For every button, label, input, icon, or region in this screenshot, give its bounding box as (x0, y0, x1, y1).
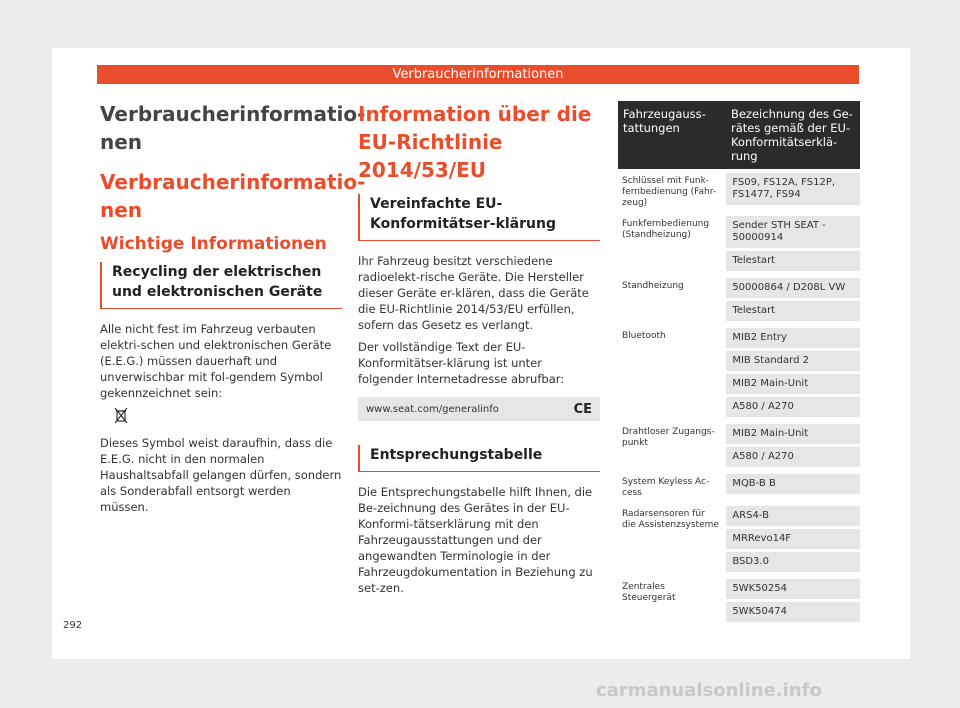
designation-cells (726, 424, 860, 470)
designation-cells (726, 216, 860, 274)
equipment-cell: Drahtloser Zugangs-punkt (622, 427, 715, 448)
page-number: 292 (63, 620, 83, 631)
table-row (618, 172, 860, 212)
topic-heading: Vereinfachte EU-Konformitätser-klärung (358, 194, 600, 241)
designation-cell: ARS4-B (726, 506, 860, 526)
paragraph: Ihr Fahrzeug besitzt verschiedene radioelekt-rische Geräte. Die Hersteller dieser Geräte er-klären, dass die Geräte die EU-Richtlinie 2014/53/EU erfüllen, sofern das Gesetz es verlangt. (358, 254, 589, 332)
designation-cell: FS09, FS12A, FS12P, FS1477, FS94 (726, 173, 860, 205)
table-row (618, 327, 860, 420)
equipment-cell: Bluetooth (622, 331, 666, 341)
table-heading: Entsprechungstabelle (358, 445, 600, 472)
url-box (358, 397, 600, 421)
designation-cells (726, 506, 860, 575)
designation-cell: 5WK50254 (726, 579, 860, 599)
table-row (618, 423, 860, 470)
sub-heading: Verbraucherinformatio-nen (100, 170, 366, 222)
designation-cell: 50000864 / D208L VW (726, 278, 860, 298)
table-body (618, 172, 860, 625)
equipment-cell: Funkfernbedienung (Standheizung) (622, 219, 710, 240)
correspondence-table (618, 101, 860, 625)
designation-cell: MIB2 Main-Unit (726, 374, 860, 394)
main-heading: Verbraucherinformatio-nen (100, 102, 366, 154)
url-text: www.seat.com/generalinfo (366, 403, 499, 415)
crossed-bin-icon (114, 407, 342, 429)
watermark: carmanualsonline.info (596, 680, 822, 701)
equipment-cell: Standheizung (622, 281, 684, 291)
table-header (618, 101, 860, 169)
designation-cell: 5WK50474 (726, 602, 860, 622)
table-row (618, 215, 860, 274)
header-equipment: Fahrzeugauss-tattungen (623, 107, 706, 135)
eu-heading: Information über die EU-Richtlinie 2014/53/EU (358, 102, 592, 182)
section-heading: Wichtige Informationen (100, 234, 327, 254)
designation-cell: A580 / A270 (726, 397, 860, 417)
designation-cell: MRRevo14F (726, 529, 860, 549)
paragraph: Die Entsprechungstabelle hilft Ihnen, die Be-zeichnung des Gerätes in der EU-Konformi-tätserklärung mit den Fahrzeugausstattungen und der angewandten Terminologie in der Fahrzeugdokumentation in Beziehung zu set-zen. (358, 485, 593, 595)
equipment-cell: Schlüssel mit Funk-fernbedienung (Fahr-zeug) (622, 176, 717, 208)
equipment-cell: Zentrales Steuergerät (622, 582, 676, 603)
column-middle (358, 100, 600, 602)
paragraph: Der vollständige Text der EU-Konformitätser-klärung ist unter folgender Internetadresse abrufbar: (358, 340, 565, 386)
designation-cell: MQB-B B (726, 474, 860, 494)
column-left (100, 100, 366, 521)
paragraph: Dieses Symbol weist daraufhin, dass die E.E.G. nicht in den normalen Haushaltsabfall gelangen dürfen, sondern als Sonderabfall entsorgt werden müssen. (100, 436, 342, 514)
designation-cell: Sender STH SEAT - 50000914 (726, 216, 860, 248)
paragraph: Alle nicht fest im Fahrzeug verbauten elektri-schen und elektronischen Geräte (E.E.G.) müssen dauerhaft und unverwischbar mit fol-gendem Symbol gekennzeichnet sein: (100, 322, 332, 400)
page-header: Verbraucherinformationen (97, 65, 859, 84)
table-row (618, 473, 860, 502)
table-row (618, 505, 860, 575)
equipment-cell: System Keyless Ac-cess (622, 477, 710, 498)
designation-cell: MIB2 Entry (726, 328, 860, 348)
designation-cell: Telestart (726, 251, 860, 271)
designation-cells (726, 474, 860, 502)
topic-heading: Recycling der elektrischen und elektronischen Geräte (100, 262, 342, 309)
designation-cell: A580 / A270 (726, 447, 860, 467)
table-row (618, 277, 860, 324)
designation-cells (726, 328, 860, 420)
ce-mark: CE (573, 401, 592, 417)
designation-cell: MIB Standard 2 (726, 351, 860, 371)
designation-cell: Telestart (726, 301, 860, 321)
table-row (618, 578, 860, 625)
designation-cell: BSD3.0 (726, 552, 860, 572)
designation-cell: MIB2 Main-Unit (726, 424, 860, 444)
equipment-cell: Radarsensoren für die Assistenzsysteme (622, 509, 719, 530)
designation-cells (726, 173, 860, 212)
designation-cells (726, 278, 860, 324)
header-designation: Bezeichnung des Ge-rätes gemäß der EU-Konformitätserklä-rung (730, 107, 853, 163)
designation-cells (726, 579, 860, 625)
